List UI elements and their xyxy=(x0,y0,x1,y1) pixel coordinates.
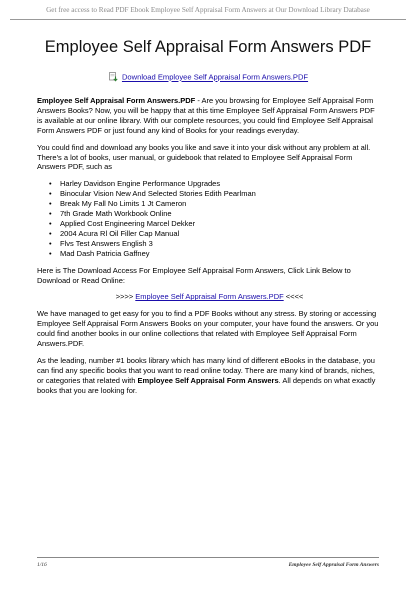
list-item: • 7th Grade Math Workbook Online xyxy=(60,209,382,219)
read-online-row xyxy=(37,292,382,302)
library-paragraph xyxy=(37,356,382,396)
library-text-after: . All depends on what exactly books that you are looking for. xyxy=(37,375,376,395)
download-access-paragraph: Here is The Download Access For Employee Self Appraisal Form Answers, Click Link Below to Download or Read Online: xyxy=(37,265,351,285)
page-number: 1/16 xyxy=(37,562,47,568)
read-online-link[interactable]: Employee Self Appraisal Form Answers.PDF xyxy=(135,292,284,302)
intro-bold-title: Employee Self Appraisal Form Answers.PDF xyxy=(37,96,196,105)
page-title: Employee Self Appraisal Form Answers PDF xyxy=(44,38,372,56)
list-item: • Break My Fall No Limits 1 Jt Cameron xyxy=(60,199,382,209)
footer-divider xyxy=(37,557,379,558)
list-item: • 2004 Acura Rl Oil Filler Cap Manual xyxy=(60,229,382,239)
document-body xyxy=(37,96,382,403)
footer-title: Employee Self Appraisal Form Answers xyxy=(288,562,379,568)
list-item: • Flvs Test Answers English 3 xyxy=(60,239,382,249)
header-divider xyxy=(10,19,406,20)
download-row xyxy=(0,71,416,84)
list-item: • Mad Dash Patricia Gaffney xyxy=(60,249,382,259)
link-suffix: <<<< xyxy=(283,292,304,302)
library-text-before: As the leading, number #1 books library which has many kind of different eBooks in the database, you can find any specific books that you want to read online today. There are many kind of brands, niches, or categories that related with xyxy=(37,355,375,385)
list-item: • Applied Cost Engineering Marcel Dekker xyxy=(60,219,382,229)
pdf-download-icon[interactable] xyxy=(108,71,119,84)
intro-text: - Are you browsing for Employee Self Appraisal Form Answers Books? Now, you will be happy that at this time Employee Self Appraisal Form Answers PDF is available at our online library. With our complete resources, you could find Employee Self Appraisal Form Answers PDF or just found any kind of Books for your readings everyday. xyxy=(37,96,375,135)
list-item: • Binocular Vision New And Selected Stories Edith Pearlman xyxy=(60,189,382,199)
intro-paragraph xyxy=(37,96,382,136)
download-pdf-link[interactable]: Download Employee Self Appraisal Form Answers.PDF xyxy=(121,72,309,82)
list-item: • Harley Davidson Engine Performance Upgrades xyxy=(60,179,382,189)
link-prefix: >>>> xyxy=(115,292,136,302)
storage-paragraph: We have managed to get easy for you to find a PDF Books without any stress. By storing or accessing Employee Self Appraisal Form Answers Books on your computer, your have found the answers. Or you could find another books in our online collections that related with Employee Self Appraisal Form Answers.PDF. xyxy=(37,309,379,349)
library-bold-title: Employee Self Appraisal Form Answers xyxy=(137,375,279,385)
books-intro-paragraph: You could find and download any books you like and save it into your disk without any problem at all. There's a lot of books, user manual, or guidebook that related to Employee Self Appraisal Form Answers PDF, such as xyxy=(37,142,371,172)
header-banner: Get free access to Read PDF Ebook Employee Self Appraisal Form Answers at Our Download Library Database xyxy=(46,6,370,14)
related-books-list xyxy=(37,179,382,258)
